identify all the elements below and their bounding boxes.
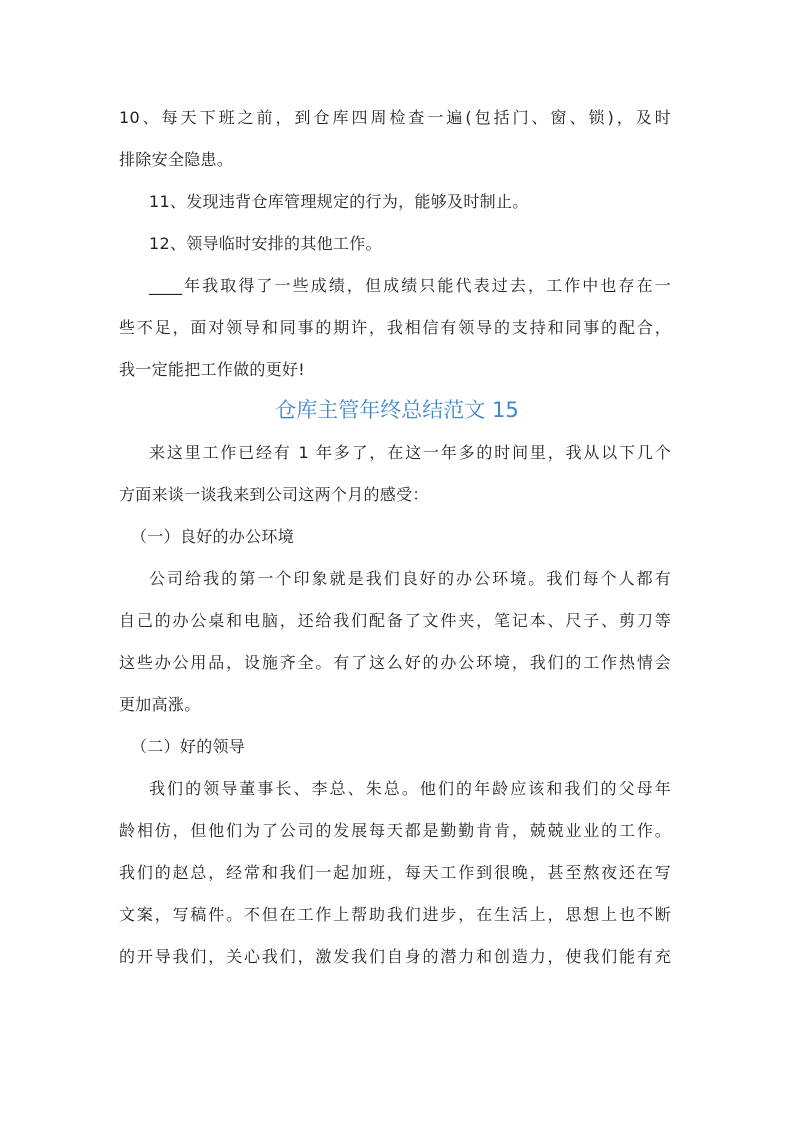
paragraph-line: 方面来谈一谈我来到公司这两个月的感受：: [119, 485, 429, 504]
paragraph-line: ____年我取得了一些成绩，但成绩只能代表过去，工作中也存在一: [149, 276, 671, 295]
paragraph-line: 我一定能把工作做的更好!: [119, 360, 306, 379]
paragraph-line: 我们的赵总，经常和我们一起加班，每天工作到很晚，甚至熬夜还在写: [119, 863, 671, 882]
subheading: （一）良好的办公环境: [131, 527, 295, 546]
subheading: （二）好的领导: [131, 737, 246, 756]
paragraph-line: 来这里工作已经有 1 年多了，在这一年多的时间里，我从以下几个: [149, 443, 671, 462]
paragraph-line: 10、每天下班之前，到仓库四周检查一遍(包括门、窗、锁)，及时: [119, 108, 671, 127]
list-item: 11、发现违背仓库管理规定的行为，能够及时制止。: [149, 192, 529, 211]
paragraph-line: 些不足，面对领导和同事的期许，我相信有领导的支持和同事的配合，: [119, 318, 671, 337]
paragraph-line: 龄相仿，但他们为了公司的发展每天都是勤勤肯肯，兢兢业业的工作。: [119, 821, 671, 840]
paragraph-line: 文案，写稿件。不但在工作上帮助我们进步，在生活上，思想上也不断: [119, 905, 671, 924]
paragraph-line: 公司给我的第一个印象就是我们良好的办公环境。我们每个人都有: [149, 569, 671, 588]
paragraph-line: 的开导我们，关心我们，激发我们自身的潜力和创造力，使我们能有充: [119, 947, 671, 966]
section-heading: 仓库主管年终总结范文 15: [275, 398, 519, 422]
paragraph-line: 这些办公用品，设施齐全。有了这么好的办公环境，我们的工作热情会: [119, 653, 671, 672]
paragraph-line: 更加高涨。: [119, 695, 201, 714]
paragraph-line: 自己的办公桌和电脑，还给我们配备了文件夹，笔记本、尺子、剪刀等: [119, 611, 671, 630]
paragraph-line: 排除安全隐患。: [119, 150, 234, 169]
paragraph-line: 我们的领导董事长、李总、朱总。他们的年龄应该和我们的父母年: [149, 779, 671, 798]
list-item: 12、领导临时安排的其他工作。: [149, 234, 382, 253]
